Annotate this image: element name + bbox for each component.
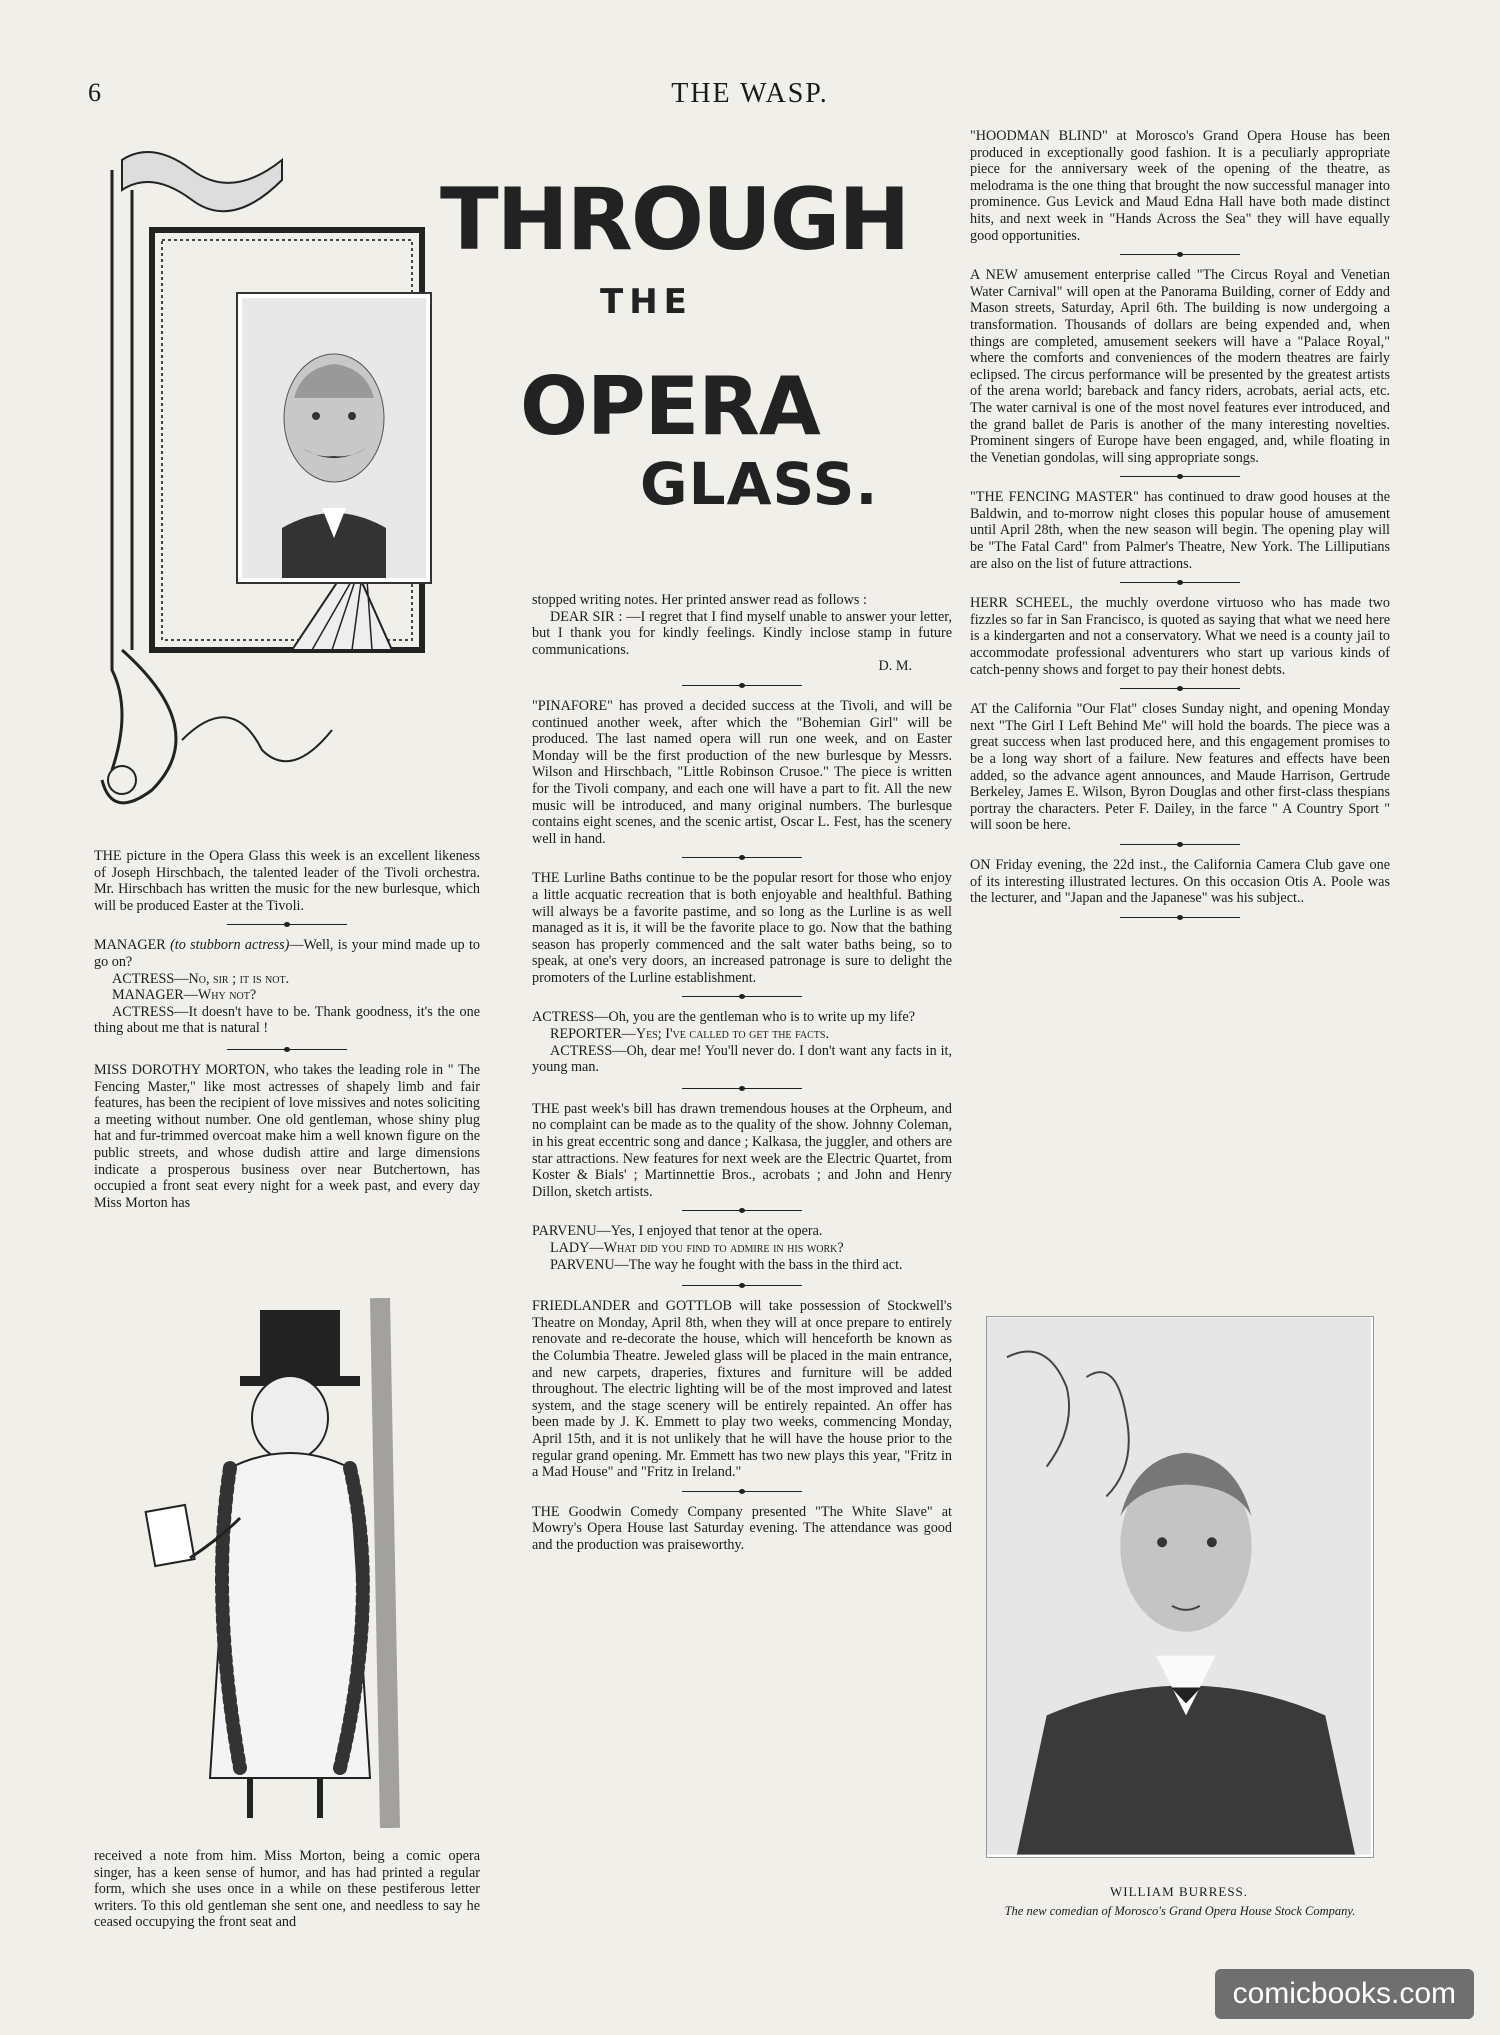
section-divider (227, 924, 347, 925)
dialog-line: —Well, is your mind made up to go on? (94, 937, 480, 970)
column-1 (94, 848, 480, 1211)
article-goodwin-comedy: THE Goodwin Comedy Company presented "The White Slave" at Mowry's Opera House last Saturday evening. The attendance was good and the production was praiseworthy. (532, 1503, 952, 1553)
dialog-line: MANAGER—Why not? (112, 987, 257, 1004)
section-divider (682, 1285, 802, 1286)
letter-text: DEAR SIR : —I regret that I find myself unable to answer your letter, but I thank you for kindly feelings. Kindly inclose stamp in future communications. (532, 608, 952, 658)
article-fencing-master: "THE FENCING MASTER" has continued to draw good houses at the Baldwin, and to-morrow night closes this popular house of amusement until April 28th, when the new season will begin. The opening play will be "The Fatal Card" from Palmer's Theatre, New York. The Lilliputians are also on the list of future attractions. (970, 489, 1390, 572)
speaker-manager: MANAGER (94, 937, 166, 954)
portrait-hirschbach (236, 292, 432, 584)
title-through: THROUGH (440, 170, 909, 270)
dialog-line: ACTRESS—Oh, dear me! You'll never do. I don't want any facts in it, young man. (532, 1042, 952, 1076)
article-parvenu (532, 1223, 952, 1273)
article-orpheum: THE past week's bill has drawn tremendous houses at the Orpheum, and no complaint can be made as to the quality of the show. Johnny Coleman, in his great eccentric song and dance ; Kalkasa, the juggler, and others are star attractions. New features for next week are the Electric Quartet, from Koster & Bials' ; Martinnettie Bros., acrobats ; and John and Henry Dillon, sketch artists. (532, 1100, 952, 1200)
column-1-continued (94, 1848, 480, 1931)
dialog-line: ACTRESS—Oh, you are the gentleman who is to write up my life? (532, 1009, 916, 1026)
article-hoodman-blind: "HOODMAN BLIND" at Morosco's Grand Opera House has been produced in exceptionally good fashion. It is a peculiarly appropriate piece for the anniversary week of the opening of the theatre, as melodrama is the one thing that brought the now successful manager into prominence. Gus Levick and Maud Edna Hall have both made distinct hits, and next week in "Hands Across the Sea" they will have equally good opportunities. (970, 128, 1390, 244)
dialog-line: ACTRESS—It doesn't have to be. Thank goodness, it's the one thing about me that is natural ! (94, 1003, 480, 1037)
masthead: THE WASP. (671, 78, 829, 109)
dialog-line: PARVENU—Yes, I enjoyed that tenor at the opera. (532, 1223, 823, 1240)
column-2 (532, 592, 952, 1554)
title-the: THE (600, 282, 693, 322)
article-camera-club: ON Friday evening, the 22d inst., the California Camera Club gave one of its interesting illustrated lectures. On this occasion Otis A. Poole was the lecturer, and "Japan and the Japanese" was his subject.. (970, 856, 1390, 907)
letter-signature: D. M. (878, 658, 912, 675)
section-divider (1120, 688, 1240, 689)
section-divider (1120, 254, 1240, 255)
article-dorothy-morton: MISS DOROTHY MORTON, who takes the leading role in " The Fencing Master," like most actresses of shapely limb and fair features, has been the recipient of love missives and notes soliciting a meeting without number. One old gentleman, whose shiny plug hat and fur-trimmed overcoat make him a well known figure on the public streets, and whose dudish attire and large dimensions indicate a prosperous business over near Butchertown, has occupied a front seat every night for a week past, and every day Miss Morton has (94, 1061, 480, 1211)
photo-william-burress (986, 1316, 1374, 1858)
watermark-badge: comicbooks.com (1215, 1969, 1474, 2019)
section-divider (227, 1049, 347, 1050)
dialog-line: LADY—What did you find to admire in his work? (550, 1240, 844, 1256)
portrait-face-icon (242, 298, 426, 578)
section-divider (1120, 582, 1240, 583)
section-divider (1120, 917, 1240, 918)
section-divider (682, 1210, 802, 1211)
article-herr-scheel: HERR SCHEEL, the muchly overdone virtuoso who has made two fizzles so far in San Francisco, is quoted as saying that what we need here is a kindergarten and not a conservatory. What we need is a county jail to accommodate professional adventurers who start up various kinds of catch-penny shows and forget to pay their honest debts. (970, 595, 1390, 678)
section-divider (682, 1491, 802, 1492)
section-divider (1120, 476, 1240, 477)
article-picture-note: THE picture in the Opera Glass this week is an excellent likeness of Joseph Hirschbach, the talented leader of the Tivoli orchestra. Mr. Hirschbach has written the music for the new burlesque, which will be produced Easter at the Tivoli. (94, 848, 480, 914)
dialog-line: PARVENU—The way he fought with the bass in the third act. (550, 1256, 903, 1273)
article-lurline-baths: THE Lurline Baths continue to be the popular resort for those who enjoy a little acquatic recreation that is both enjoyable and healthful. Bathing will always be a favorite pastime, and so long as the Lurline is as well managed as it is, it will be the favorite place to go. Now that the bathing season has properly commenced and the salt water baths being, so to speak, at one's very doors, an increased patronage is sure to delight the promoters of the Lurline establishment. (532, 870, 952, 986)
article-dorothy-morton-continued: received a note from him. Miss Morton, being a comic opera singer, has a keen sense of humor, and has had printed a regular form, which she uses once in a while on these pestiferous letter writers. To this old gentleman she sent one, and needless to say he ceased occupying the front seat and (94, 1848, 480, 1931)
dialog-line: ACTRESS—No, sir ; it is not. (112, 970, 290, 987)
page-number: 6 (88, 78, 101, 107)
article-morton-answer: stopped writing notes. Her printed answer read as follows : (532, 592, 867, 608)
section-divider (682, 1088, 802, 1089)
section-divider (682, 857, 802, 858)
dialog-line: REPORTER—Yes; I've called to get the facts. (550, 1026, 830, 1043)
page-header (80, 78, 1420, 118)
section-divider (1120, 844, 1240, 845)
section-divider (682, 685, 802, 686)
article-pinafore: "PINAFORE" has proved a decided success at the Tivoli, and will be continued another week, after which the "Bohemian Girl" will be produced. The last named opera will run one week, and on Easter Monday will be the first production of the new burlesque by Messrs. Wilson and Hirschbach, "Little Robinson Crusoe." The piece is written for the Tivoli company, and each one will have a part to fit. All the new music will be introduced, and many original numbers. The burlesque contains eight scenes, and the scenic artist, Oscar L. Fest, has the scenery well in hand. (532, 697, 952, 847)
article-friedlander-gottlob: FRIEDLANDER and GOTTLOB will take possession of Stockwell's Theatre on Monday, April 8th, when they will at once prepare to entirely renovate and re-decorate the house, which will henceforth be known as the Columbia Theatre. Jeweled glass will be placed in the main entrance, and new carpets, draperies, fixtures and furniture will be added throughout. The electric lighting will be of the most improved and latest system, and the stage scenery will be entirely repainted. An offer has been made by J. K. Emmett to play two weeks, commencing Monday, April 15th, and it is not unlikely that he will have the house prior to the regular grand opening. Mr. Emmett has two new plays this year, "Fritz in a Mad House" and "Fritz in Ireland." (532, 1298, 952, 1481)
title-opera: OPERA (520, 360, 820, 453)
photo-caption-name: WILLIAM BURRESS. (1109, 1884, 1249, 1899)
stage-direction: (to stubborn actress) (170, 937, 290, 954)
section-divider (682, 996, 802, 997)
photo-portrait-icon (987, 1317, 1371, 1855)
article-actress-reporter (532, 1009, 952, 1075)
article-manager-actress (94, 937, 480, 1037)
cartoon-gentleman-illustration (130, 1298, 450, 1828)
photo-caption-description: The new comedian of Morosco's Grand Opera House Stock Company. (1004, 1904, 1356, 1918)
article-california-our-flat: AT the California "Our Flat" closes Sunday night, and opening Monday next "The Girl I Left Behind Me" will hold the boards. The piece was a great success when last produced here, and this engagement promises to be a long way short of a failure. New features and effects have been added, so the advance agent announces, and Maude Harrison, Gertrude Berkeley, James E. Wilson, Byron Douglas and other first-class thespians portray the characters. Peter F. Dailey, in the farce " A Country Sport " will soon be here. (970, 701, 1390, 834)
title-glass: GLASS. (640, 450, 879, 518)
article-circus-royal: A NEW amusement enterprise called "The Circus Royal and Venetian Water Carnival" will open at the Panorama Building, corner of Eddy and Mason streets, Saturday, April 6th. The building is now undergoing a transformation. Thousands of dollars are being expended and, when things are completed, amusement seekers will have a "Palace Royal," where the comforts and conveniences of the modern theatres are fairly eclipsed. The circus performance will be presented by the greatest artists of the arena world; bareback and fancy riders, acrobats, aerial acts, etc. The water carnival is one of the most novel features ever introduced, and the grand ballet de Paris is another of the many interesting novelties. Prominent singers of Europe have been engaged, and, while floating in the Venetian gondolas, will sing appropriate songs. (970, 267, 1390, 466)
column-3 (970, 128, 1390, 930)
